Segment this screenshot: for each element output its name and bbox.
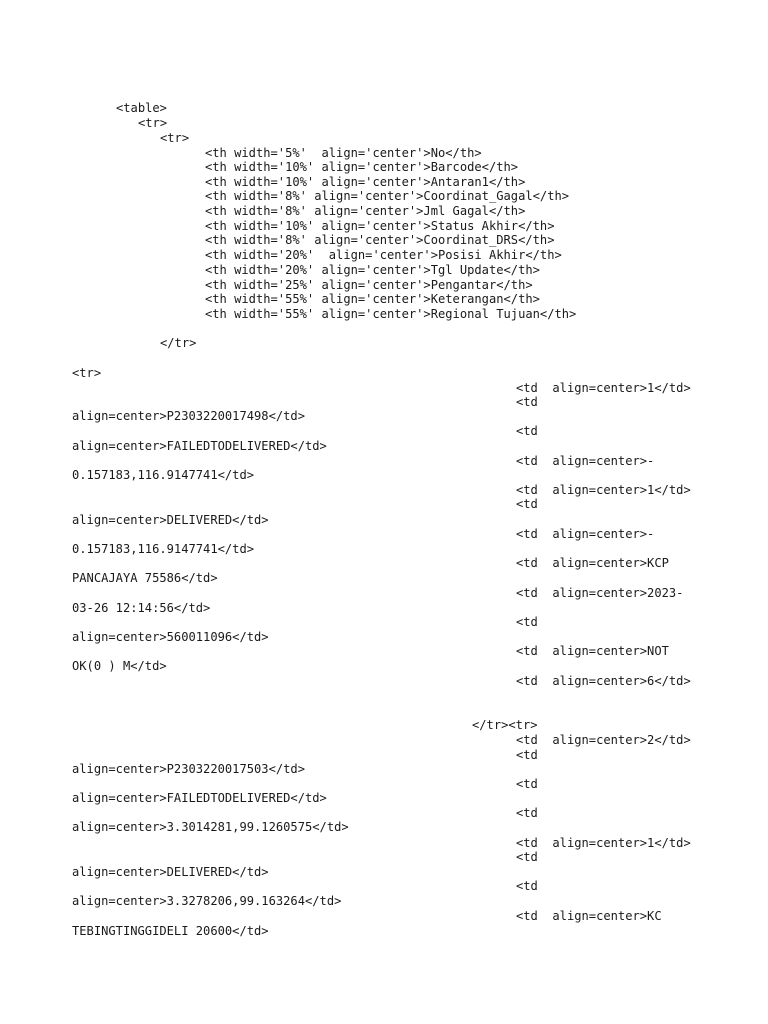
code-line: align=center>3.3278206,99.163264</td>: [72, 894, 342, 908]
code-line: <th width='8%' align='center'>Coordinat_DRS</th>: [205, 233, 555, 247]
code-line: <th width='10%' align='center'>Antaran1</th>: [205, 175, 526, 189]
code-line: </tr><tr>: [472, 718, 538, 732]
code-line: align=center>DELIVERED</td>: [72, 865, 269, 879]
code-line: <td: [516, 395, 538, 409]
code-line: <th width='55%' align='center'>Regional Tujuan</th>: [205, 307, 577, 321]
code-line: align=center>P2303220017503</td>: [72, 762, 305, 776]
code-line: <td: [516, 850, 538, 864]
code-line: <td: [516, 806, 538, 820]
code-line: <td align=center>NOT: [516, 644, 669, 658]
code-line: OK(0 ) M</td>: [72, 659, 167, 673]
code-line: <td align=center>KC: [516, 909, 662, 923]
code-line: <td: [516, 777, 538, 791]
code-line: align=center>P2303220017498</td>: [72, 409, 305, 423]
code-line: </tr>: [160, 336, 197, 350]
code-line: <tr>: [72, 366, 102, 380]
code-line: TEBINGTINGGIDELI 20600</td>: [72, 924, 269, 938]
code-line: PANCAJAYA 75586</td>: [72, 571, 218, 585]
code-line: <th width='5%' align='center'>No</th>: [205, 146, 482, 160]
code-line: <td align=center>1</td>: [516, 381, 691, 395]
code-line: align=center>FAILEDTODELIVERED</td>: [72, 791, 327, 805]
code-line: <th width='8%' align='center'>Coordinat_Gagal</th>: [205, 189, 570, 203]
code-line: <table>: [116, 101, 167, 115]
code-line: <th width='25%' align='center'>Pengantar</th>: [205, 278, 533, 292]
code-line: <td align=center>KCP: [516, 556, 669, 570]
code-line: <td align=center>-: [516, 527, 655, 541]
code-line: <th width='20%' align='center'>Tgl Update</th>: [205, 263, 540, 277]
code-line: <td: [516, 879, 538, 893]
code-line: 03-26 12:14:56</td>: [72, 601, 211, 615]
code-line: <td align=center>-: [516, 454, 655, 468]
code-line: <th width='55%' align='center'>Keterangan</th>: [205, 292, 540, 306]
code-line: <td: [516, 615, 538, 629]
code-line: <td align=center>6</td>: [516, 674, 691, 688]
code-line: <th width='20%' align='center'>Posisi Akhir</th>: [205, 248, 562, 262]
code-line: 0.157183,116.9147741</td>: [72, 542, 255, 556]
code-line: <td align=center>1</td>: [516, 483, 691, 497]
code-line: <td: [516, 748, 538, 762]
code-line: <td: [516, 424, 538, 438]
code-line: align=center>DELIVERED</td>: [72, 513, 269, 527]
code-line: <td align=center>2</td>: [516, 733, 691, 747]
code-line: align=center>FAILEDTODELIVERED</td>: [72, 439, 327, 453]
code-line: 0.157183,116.9147741</td>: [72, 468, 255, 482]
code-line: <td: [516, 497, 538, 511]
code-line: <tr>: [160, 131, 190, 145]
code-line: <tr>: [138, 116, 168, 130]
code-line: align=center>560011096</td>: [72, 630, 269, 644]
code-line: <td align=center>1</td>: [516, 836, 691, 850]
code-line: <th width='8%' align='center'>Jml Gagal</th>: [205, 204, 526, 218]
code-line: <th width='10%' align='center'>Barcode</th>: [205, 160, 519, 174]
code-line: <td align=center>2023-: [516, 586, 684, 600]
code-line: align=center>3.3014281,99.1260575</td>: [72, 820, 349, 834]
code-line: <th width='10%' align='center'>Status Akhir</th>: [205, 219, 555, 233]
